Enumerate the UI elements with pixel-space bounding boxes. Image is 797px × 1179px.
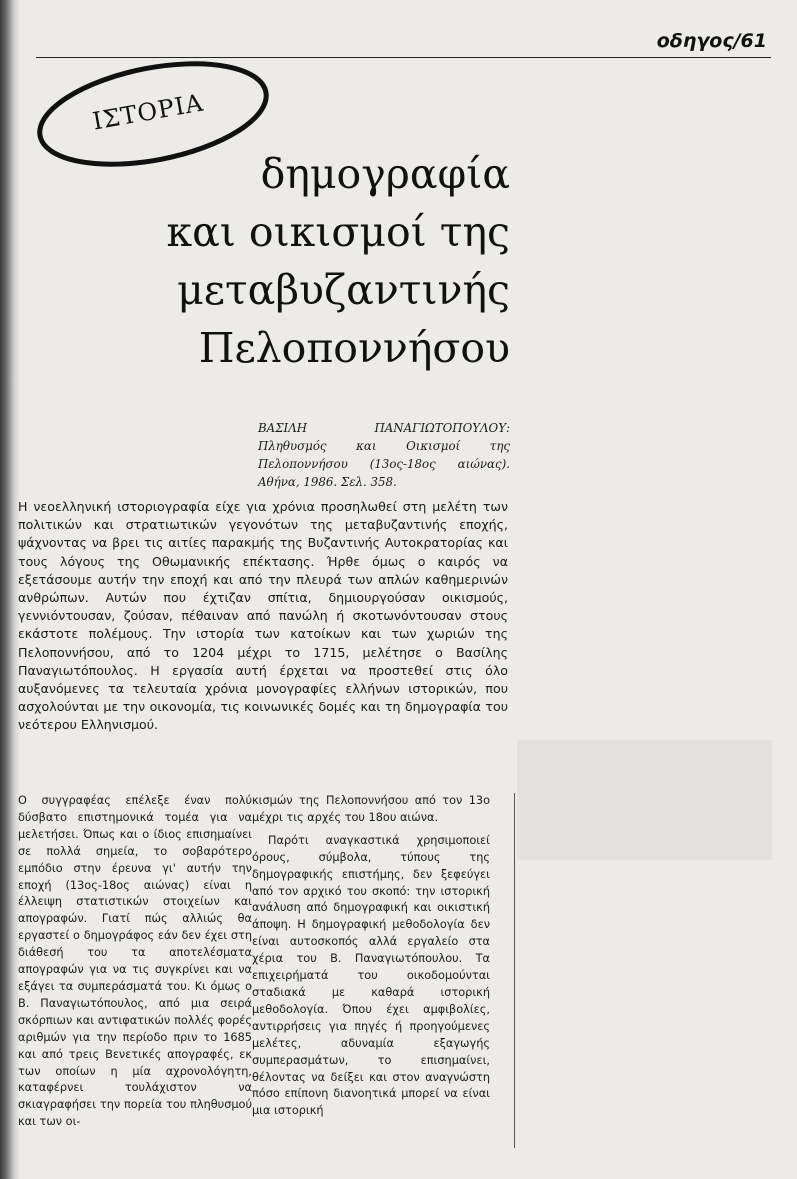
header-rule — [36, 57, 771, 58]
column-rule — [514, 793, 515, 1148]
title-line-2: και οικισμοί της — [166, 208, 510, 256]
section-label: ΙΣΤΟΡΙΑ — [90, 88, 206, 136]
page-binding-shadow — [0, 0, 20, 1179]
bibliography-book: Πληθυσμός και Οικισμοί της Πελοποννήσου (13ος-18ος αιώνας). — [258, 439, 510, 471]
bibliography — [258, 419, 510, 491]
column-left-text: Ο συγγραφέας επέλεξε έναν πολύ δύσβατο επιστημονικά τομέα για να μελετήσει. Όπως και ο ίδιος επισημαίνει σε πολλά σημεία, το σοβαρότερο εμπόδιο στην έρευνα γι' αυτήν την εποχή (13ος-18ος αιώνας) είναι η έλλειψη στατιστικών στοιχείων και απογραφών. Γιατί πώς αλλιώς θα εργαστεί ο δημογράφος εάν δεν έχει στη διάθεσή του τα αποτελέσματα απογραφών για να τις συγκρίνει και να εξάγει τα συμπεράσματά του. Κι όμως ο Β. Παναγιωτόπουλος, από μια σειρά σκόρπιων και αντιφατικών πολλές φορές αριθμών για την περίοδο πριν το 1685 και από τρεις Βενετικές απογραφές, εκ των οποίων η μία αχρονολόγητη, καταφέρνει τουλάχιστον να σκιαγραφήσει την πορεία του πληθυσμού και των οι- — [18, 794, 252, 1129]
background-bleed — [517, 740, 772, 860]
column-right-paragraph: Παρότι αναγκαστικά χρησιμοποιεί όρους, σύμβολα, τύπους της δημογραφικής επιστήμης, δεν ξεφεύγει από τον αρχικό του σκοπό: την ιστορική ανάλυση από δημογραφική και οικιστική άποψη. Η δημογραφική μεθοδολογία δεν είναι αυτοσκοπός αλλά εργαλείο στα χέρια του Β. Παναγιωτόπουλου. Τα επιχειρήματά του οικοδομούνται σταδιακά με καθαρά ιστορική μεθοδολογία. Όπου έχει αμφιβολίες, αντιρρήσεις για πηγές ή προηγούμενες μελέτες, αδυναμία εξαγωγής συμπερασμάτων, το επισημαίνει, θέλοντας να δείξει και στον αναγνώστη πόσο επίπονη διανοητικά μπορεί να είναι μια ιστορική — [252, 833, 490, 1118]
bibliography-publication: Αθήνα, 1986. Σελ. 358. — [258, 475, 397, 489]
bibliography-author: ΒΑΣΙΛΗ ΠΑΝΑΓΙΩΤΟΠΟΥΛΟΥ: — [258, 421, 510, 435]
column-right — [252, 793, 490, 1120]
title-line-1: δημογραφία — [260, 150, 510, 198]
page-number: οδηγος/61 — [656, 30, 767, 52]
article-title — [150, 145, 510, 377]
title-line-3: μεταβυζαντινής — [177, 266, 510, 314]
title-line-4: Πελοποννήσου — [198, 324, 510, 372]
lead-paragraph: Η νεοελληνική ιστοριογραφία είχε για χρόνια προσηλωθεί στη μελέτη των πολιτικών και στρατιωτικών γεγονότων της μεταβυζαντινής εποχής, ψάχνοντας να βρει τις αιτίες παρακμής της Βυζαντινής Αυτοκρατορίας και τους λόγους της Οθωμανικής επέκτασης. Ήρθε όμως ο καιρός να εξετάσουμε αυτήν την εποχή και από την πλευρά των απλών καθημερινών ανθρώπων. Αυτών που έχτιζαν σπίτια, δημιουργούσαν οικισμούς, γεννιόντουσαν, ζούσαν, πέθαιναν από πανώλη ή σκοτωνόντουσαν στους εκάστοτε πολέμους. Την ιστορία των κατοίκων και των χωριών της Πελοποννήσου, από το 1204 μέχρι το 1715, μελέτησε ο Βασίλης Παναγιωτόπουλος. Η εργασία αυτή έρχεται να προστεθεί στις όλο αυξανόμενες τα τελευταία χρόνια μονογραφίες ελλήνων ιστορικών, που ασχολούνται με την οικονομία, τις κοινωνικές δομές και τη δημογραφία του νεότερου Ελληνισμού. — [18, 499, 508, 733]
column-right-continuation: κισμών της Πελοποννήσου από τον 13ο μέχρι τις αρχές του 18ου αιώνα. — [252, 794, 490, 824]
column-left — [18, 793, 252, 1131]
